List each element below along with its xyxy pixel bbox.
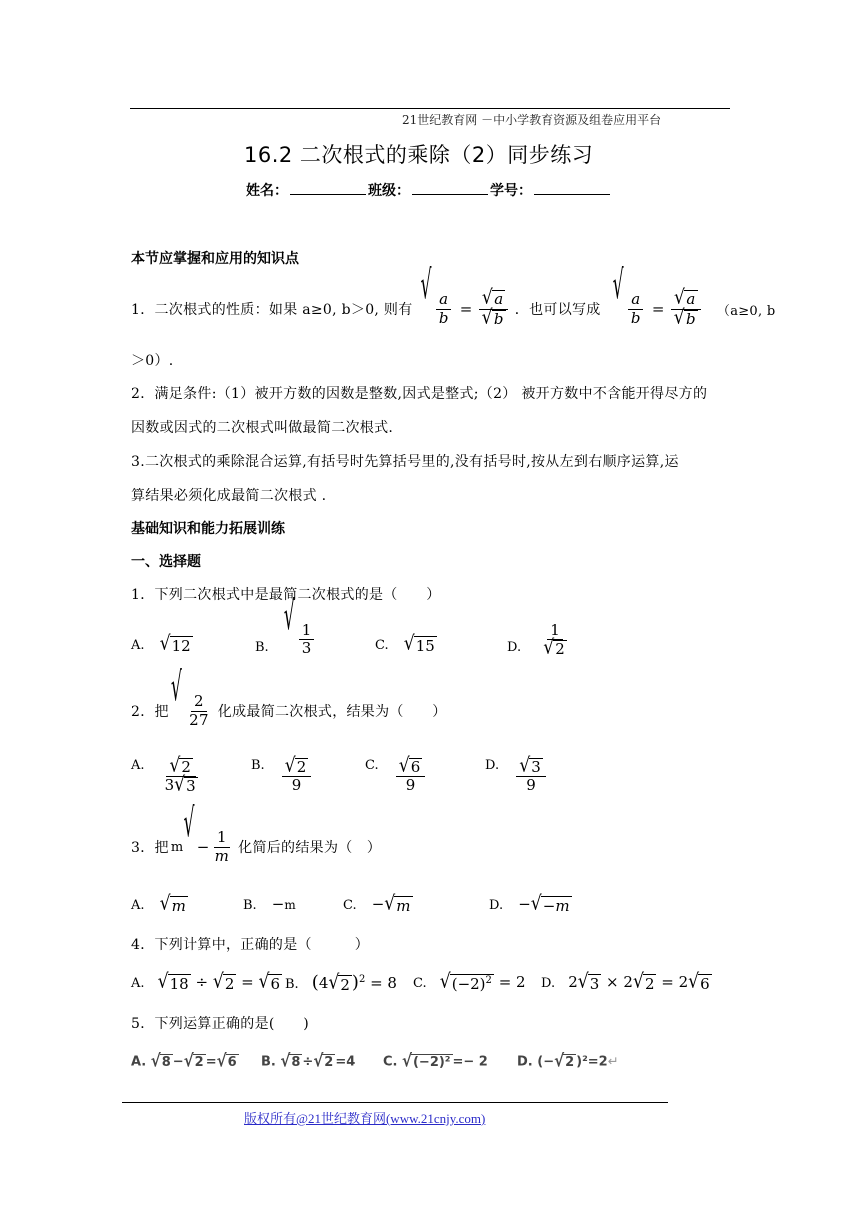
q1-option-d-label: D.	[507, 640, 522, 655]
q4-option-b-label: B.	[285, 977, 299, 992]
q1-option-b-label: B.	[255, 640, 269, 655]
q5-option-a: A. √ 8 − √ 2 = √ 6	[131, 1050, 237, 1072]
q2-expression: √ $\frac{2}{27}$	[170, 665, 209, 729]
name-blank	[290, 182, 366, 195]
q4-options	[131, 970, 731, 998]
knowledge-p3-line2: 算结果必须化成最简二次根式 .	[131, 488, 327, 504]
q5-option-d: D. (− √ 2 )²=2↵	[517, 1050, 619, 1072]
q5-option-b: B. √ 8 ÷ √ 2 =4	[261, 1050, 356, 1072]
q4-option-c-label: C.	[413, 976, 427, 991]
q1-option-d: 1 √ 2	[543, 621, 565, 660]
footer-copyright-link[interactable]: 版权所有@21世纪教育网(www.21cnjy.com)	[244, 1111, 486, 1126]
question-3	[131, 801, 382, 872]
q4-option-a: √ 18 ÷ √ 2 = √ 6	[157, 969, 281, 993]
q3-option-d-label: D.	[489, 898, 504, 913]
q1-option-a-label: A.	[131, 638, 145, 653]
q3-option-c-label: C.	[343, 898, 357, 913]
formula-root-quotient-1: √ $\frac{a}{b}$ = √ a √ b	[421, 290, 511, 328]
training-heading: 基础知识和能力拓展训练	[131, 521, 285, 537]
q2-option-d-label: D.	[485, 758, 500, 773]
header-rule	[130, 108, 730, 109]
q2-option-c: √ 6 9	[394, 758, 428, 795]
q3-expression: m √ − $\frac{1}{m}$	[170, 801, 230, 865]
question-2	[131, 665, 447, 736]
knowledge-p1	[131, 263, 776, 336]
name-label: 姓名：	[246, 183, 288, 199]
footer-rule	[122, 1102, 668, 1103]
q4-option-d: 2 √ 3 × 2 √ 2 = 2 √ 6	[568, 969, 710, 993]
knowledge-p1-text-b: ．也可以写成	[514, 302, 601, 318]
q5-option-c: C. √ (−2)² =− 2	[383, 1050, 488, 1072]
q4-option-d-label: D.	[541, 976, 556, 991]
question-2-text-a: 2．把	[131, 704, 169, 720]
q3-option-c: − √ m	[371, 891, 411, 915]
q2-option-a: √ 2 3 √ 3	[164, 754, 196, 797]
q3-options	[131, 891, 731, 920]
knowledge-p1-text-c: （a≥0, b	[716, 303, 776, 319]
formula-root-quotient-2: √ $\frac{a}{b}$ = √ a √ b	[613, 290, 703, 328]
q2-option-d: √ 3 9	[514, 758, 548, 795]
q3-option-a: √ m	[159, 891, 186, 915]
knowledge-p1-cont: ＞0）.	[131, 353, 174, 369]
knowledge-p2-line1: 2．满足条件:（1）被开方数的因数是整数,因式是整式;（2） 被开方数中不含能开得尽方的	[131, 386, 708, 402]
class-blank	[412, 182, 488, 195]
question-4: 4．下列计算中，正确的是（ ）	[131, 937, 370, 953]
question-5: 5．下列运算正确的是( )	[131, 1016, 310, 1032]
q1-option-c: √ 15	[403, 631, 435, 655]
q4-option-a-label: A.	[131, 976, 145, 991]
number-label: 学号：	[490, 183, 532, 199]
q2-options	[131, 756, 731, 806]
q1-option-a: √ 12	[159, 631, 191, 655]
q2-option-b: √ 2 9	[280, 758, 314, 795]
q5-options	[131, 1050, 731, 1078]
class-label: 班级：	[368, 183, 410, 199]
q3-option-d: − √ −m	[518, 891, 570, 915]
question-2-text-b: 化成最简二次根式，结果为（ ）	[217, 704, 447, 720]
q4-option-c: √ $(-2)^2$ = 2	[439, 969, 526, 993]
q3-option-a-label: A.	[131, 898, 145, 913]
knowledge-p1-text-a: 1．二次根式的性质：如果 a≥0, b＞0, 则有	[131, 302, 413, 318]
q3-option-b: −m	[271, 895, 296, 913]
q4-option-b: (4 √ 2 )$^2$ = 8	[311, 970, 397, 994]
question-3-text-a: 3．把	[131, 840, 169, 856]
q1-option-c-label: C.	[375, 638, 389, 653]
header-site: 21世纪教育网 －中小学教育资源及组卷应用平台	[402, 113, 662, 127]
student-info	[246, 180, 612, 200]
section-choice-heading: 一、选择题	[131, 554, 201, 570]
q2-option-c-label: C.	[365, 758, 379, 773]
q2-option-a-label: A.	[131, 758, 145, 773]
q3-option-b-label: B.	[243, 898, 257, 913]
q1-option-b: √ $\frac{1}{3}$	[284, 622, 319, 658]
question-3-text-b: 化简后的结果为（ ）	[238, 840, 382, 856]
q2-option-b-label: B.	[251, 758, 265, 773]
page-title: 16.2 二次根式的乘除（2）同步练习	[244, 143, 594, 167]
knowledge-heading: 本节应掌握和应用的知识点	[131, 251, 299, 267]
knowledge-p3-line1: 3.二次根式的乘除混合运算,有括号时先算括号里的,没有括号时,按从左到右顺序运算,运	[131, 454, 679, 470]
question-1: 1．下列二次根式中是最简二次根式的是（ ）	[131, 587, 441, 603]
number-blank	[534, 182, 610, 195]
knowledge-p2-line2: 因数或因式的二次根式叫做最简二次根式.	[131, 420, 394, 436]
